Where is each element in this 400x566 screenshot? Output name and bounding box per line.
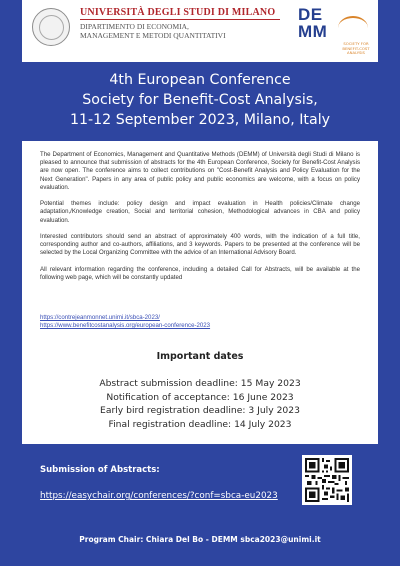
department-line-2: MANAGEMENT E METODI QUANTITATIVI <box>80 31 226 40</box>
content-panel <box>22 141 378 444</box>
paragraph-themes: Potential themes include: policy design and impact evaluation in Health policies/Climate change adaptation,/Knowledge creation, Social and territorial cohesion, Methodological advances in CBA and policy evaluation. <box>40 200 360 224</box>
header-banner <box>22 0 378 62</box>
title-line-3: 11-12 September 2023, Milano, Italy <box>69 112 331 128</box>
link-unimi[interactable]: https://contrejeanmonnet.unimi.it/sbca-2023/ <box>40 314 160 321</box>
university-seal-icon <box>32 8 70 46</box>
paragraph-submission: Interested contributors should send an abstract of approximately 400 words, with the indication of a full title, corresponding author and co-authors, affiliations, and 3 keywords. Papers to be presented at the conference will be selected by the Local Organizing Committee with the advice of an International Advisory Board. <box>40 233 360 257</box>
link-sbca[interactable]: https://www.benefitcostanalysis.org/european-conference-2023 <box>40 322 211 330</box>
important-dates-list <box>22 377 378 431</box>
demm-sbca-logo <box>298 6 374 56</box>
demm-logo-text <box>298 6 327 40</box>
header-divider <box>80 19 280 20</box>
demm-logo-line-2: MM <box>298 22 328 41</box>
paragraph-info: All relevant information regarding the conference, including a detailed Call for Abstracts, will be available at the following web page, which will be constantly updated <box>40 265 360 281</box>
announcement-body <box>40 151 360 290</box>
important-dates-heading: Important dates <box>156 351 244 362</box>
title-line-1: 4th European Conference <box>109 72 291 88</box>
date-item: Early bird registration deadline: 3 July 2023 <box>100 405 300 416</box>
demm-logo-line-1: DE <box>298 5 323 24</box>
department-name <box>80 22 290 40</box>
title-line-2: Society for Benefit-Cost Analysis, <box>82 92 318 108</box>
date-item: Notification of acceptance: 16 June 2023 <box>106 391 294 403</box>
footer-contact: Program Chair: Chiara Del Bo - DEMM sbca2023@unimi.it <box>79 535 321 544</box>
web-links <box>40 314 360 330</box>
university-name: UNIVERSITÀ DEGLI STUDI DI MILANO <box>80 7 276 18</box>
submission-label: Submission of Abstracts: <box>40 465 160 475</box>
department-line-1: DIPARTIMENTO DI ECONOMIA, <box>80 22 189 31</box>
paragraph-intro: The Department of Economics, Management and Quantitative Methods (DEMM) of Università degli Studi di Milano is pleased to announce that submission of abstracts for the 4th European Conference, Society for Benefit-Cost Analysis are now open. The conference aims to collect contributions on "Cost-Benefit Analysis and Policy Evaluation for the Next Generation". Papers in any area of public policy and public economics are welcome, with a focus on policy evaluation. <box>40 151 360 191</box>
qr-code-icon[interactable] <box>302 455 352 505</box>
date-item: Final registration deadline: 14 July 2023 <box>108 418 292 430</box>
submission-link[interactable]: https://easychair.org/conferences/?conf=sbca-eu2023 <box>40 491 278 501</box>
conference-title <box>0 70 400 130</box>
date-item: Abstract submission deadline: 15 May 2023 <box>99 378 301 389</box>
sbca-arc-icon <box>338 16 368 40</box>
sbca-logo-text: SOCIETY FOR BENEFIT-COST ANALYSIS <box>342 41 370 55</box>
